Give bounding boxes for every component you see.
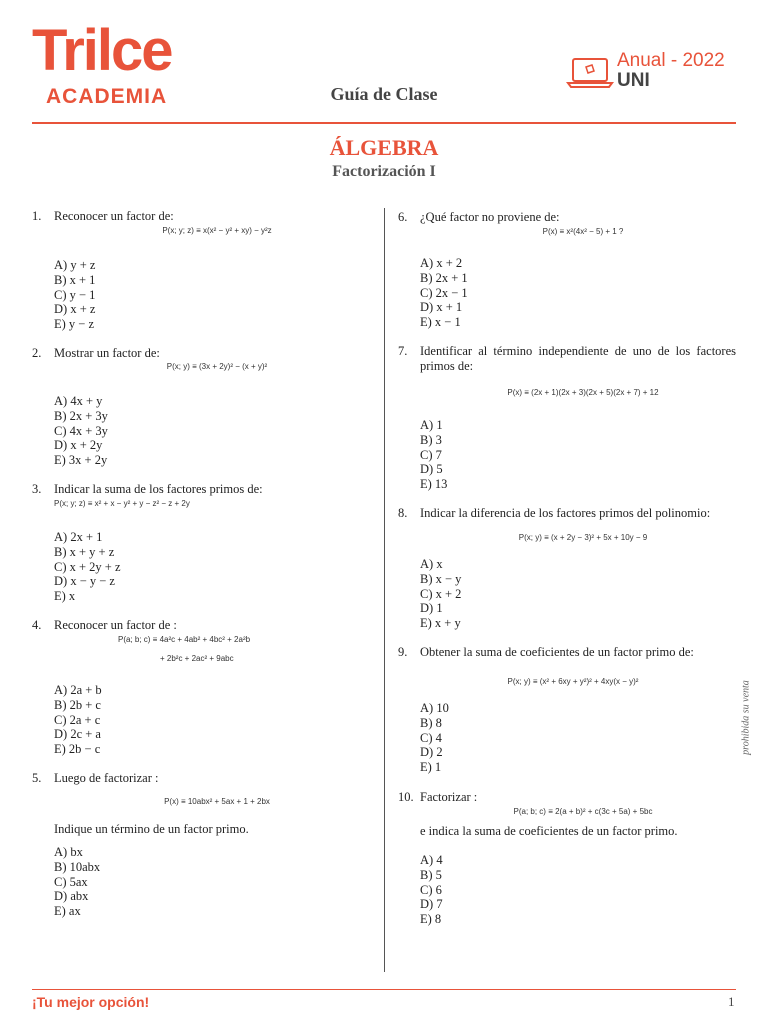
options-list: [54, 394, 108, 468]
question-number: 8.: [398, 506, 408, 520]
program-label: UNI: [617, 70, 650, 91]
question-number: 10.: [398, 790, 414, 804]
question-10: [398, 790, 736, 930]
question-formula: P(x; y; z) ≡ x² + x − y² + y − z² − z + 2y: [54, 499, 190, 508]
question-1: [32, 209, 362, 337]
options-list: [420, 418, 447, 492]
options-list: [420, 557, 461, 631]
option-c[interactable]: C) 6: [420, 882, 442, 897]
option-a[interactable]: A) x + 2: [420, 256, 463, 270]
option-c[interactable]: C) 4: [420, 730, 442, 745]
question-stem: Reconocer un factor de :: [54, 618, 177, 632]
question-stem: Mostrar un factor de:: [54, 346, 160, 360]
option-c[interactable]: C) 2a + c: [54, 712, 101, 727]
option-c[interactable]: C) y − 1: [54, 287, 96, 302]
option-d[interactable]: D) 7: [420, 897, 443, 912]
question-number: 9.: [398, 645, 408, 659]
option-c[interactable]: C) 2x − 1: [420, 285, 468, 300]
options-list: [420, 853, 443, 927]
question-formula: P(x; y; z) ≡ x(x² − y² + xy) − y²z: [162, 226, 272, 235]
academia-label: ACADEMIA: [46, 85, 168, 108]
option-b[interactable]: B) 2b + c: [54, 697, 101, 712]
options-list: [54, 845, 100, 919]
question-instruction: Indique un término de un factor primo.: [54, 822, 249, 836]
option-e[interactable]: E) y − z: [54, 317, 95, 332]
options-list: [420, 256, 468, 330]
option-a[interactable]: A) 1: [420, 418, 443, 432]
year-label: Anual - 2022: [617, 50, 725, 71]
question-number: 3.: [32, 482, 42, 496]
option-a[interactable]: A) 10: [420, 701, 449, 715]
option-c[interactable]: C) 5ax: [54, 874, 88, 889]
question-formula: P(x; y) ≡ (x + 2y − 3)² + 5x + 10y − 9: [518, 533, 648, 542]
question-2: [32, 346, 362, 474]
option-a[interactable]: A) x: [420, 557, 443, 571]
question-8: [398, 506, 736, 634]
question-formula-line-2: + 2b²c + 2ac² + 9abc: [160, 654, 234, 663]
question-stem: Reconocer un factor de:: [54, 209, 174, 223]
option-d[interactable]: D) 2: [420, 745, 443, 760]
option-d[interactable]: D) x + 1: [420, 300, 463, 315]
laptop-icon: [566, 56, 614, 90]
option-b[interactable]: B) 3: [420, 432, 442, 447]
subject-title: ÁLGEBRA: [329, 135, 439, 160]
question-number: 5.: [32, 771, 42, 785]
option-e[interactable]: E) 1: [420, 760, 442, 775]
option-b[interactable]: B) 10abx: [54, 859, 101, 874]
option-d[interactable]: D) x + 2y: [54, 438, 103, 453]
question-9: [398, 645, 708, 775]
option-a[interactable]: A) 2a + b: [54, 683, 102, 697]
question-number: 2.: [32, 346, 42, 360]
option-c[interactable]: C) x + 2y + z: [54, 559, 121, 574]
option-e[interactable]: E) 3x + 2y: [54, 453, 108, 468]
options-list: [420, 701, 449, 775]
question-formula: P(x) ≡ (2x + 1)(2x + 3)(2x + 5)(2x + 7) + 12: [507, 388, 659, 397]
question-formula: P(a; b; c) ≡ 4a²c + 4ab² + 4bc² + 2a²b: [118, 635, 251, 644]
guide-title: Guía de Clase: [330, 84, 438, 104]
option-e[interactable]: E) 8: [420, 912, 442, 927]
option-e[interactable]: E) x: [54, 589, 76, 604]
topic-title: Factorización I: [332, 163, 436, 180]
option-c[interactable]: C) x + 2: [420, 586, 462, 601]
question-stem: Identificar al término independiente de uno de los factores primos de:: [420, 344, 736, 373]
option-e[interactable]: E) ax: [54, 904, 81, 919]
question-instruction: e indica la suma de coeficientes de un factor primo.: [420, 824, 678, 838]
option-b[interactable]: B) x + 1: [54, 272, 96, 287]
question-stem: Factorizar :: [420, 790, 478, 804]
question-3: [32, 482, 362, 610]
options-list: [54, 530, 121, 604]
option-e[interactable]: E) x + y: [420, 616, 461, 631]
question-stem: Indicar la suma de los factores primos de:: [54, 482, 263, 496]
option-a[interactable]: A) 4: [420, 853, 443, 867]
option-b[interactable]: B) 2x + 3y: [54, 408, 108, 423]
option-a[interactable]: A) 4x + y: [54, 394, 103, 408]
question-stem: ¿Qué factor no proviene de:: [420, 210, 560, 224]
question-number: 4.: [32, 618, 42, 632]
footer-divider: [32, 989, 736, 990]
option-c[interactable]: C) 7: [420, 447, 442, 462]
side-note: prohibida su venta: [740, 680, 752, 755]
option-d[interactable]: D) abx: [54, 889, 89, 904]
option-b[interactable]: B) 5: [420, 867, 442, 882]
question-formula: P(x; y) ≡ (x² + 6xy + y²)² + 4xy(x − y)²: [507, 677, 639, 686]
option-d[interactable]: D) 2c + a: [54, 727, 101, 742]
option-b[interactable]: B) x − y: [420, 571, 462, 586]
question-stem: Luego de factorizar :: [54, 771, 159, 785]
question-5: [32, 771, 362, 921]
option-a[interactable]: A) bx: [54, 845, 83, 859]
page-number: 1: [728, 994, 735, 1009]
trilce-logo: Trilce: [32, 18, 172, 83]
question-number: 7.: [398, 344, 408, 358]
question-7: [398, 344, 736, 494]
option-e[interactable]: E) 13: [420, 477, 448, 492]
footer-slogan: ¡Tu mejor opción!: [32, 994, 150, 1010]
question-number: 1.: [32, 209, 42, 223]
option-e[interactable]: E) 2b − c: [54, 742, 101, 757]
option-a[interactable]: A) 2x + 1: [54, 530, 103, 544]
header-divider: [32, 122, 736, 124]
option-b[interactable]: B) 2x + 1: [420, 270, 468, 285]
option-d[interactable]: D) 1: [420, 601, 443, 616]
question-4: [32, 618, 362, 758]
question-stem: Obtener la suma de coeficientes de un factor primo de:: [420, 645, 694, 659]
option-d[interactable]: D) 5: [420, 462, 443, 477]
option-b[interactable]: B) x + y + z: [54, 544, 115, 559]
option-d[interactable]: D) x + z: [54, 302, 96, 317]
question-formula: P(x) ≡ 10abx² + 5ax + 1 + 2bx: [164, 797, 270, 806]
question-formula: P(x) ≡ x²(4x² − 5) + 1 ?: [542, 227, 624, 236]
question-6: [398, 210, 736, 334]
question-number: 6.: [398, 210, 408, 224]
question-stem: Indicar la diferencia de los factores primos del polinomio:: [420, 506, 711, 520]
option-d[interactable]: D) x − y − z: [54, 574, 115, 589]
question-formula: P(a; b; c) ≡ 2(a + b)² + c(3c + 5a) + 5bc: [513, 807, 653, 816]
option-c[interactable]: C) 4x + 3y: [54, 423, 108, 438]
column-divider: [384, 208, 385, 972]
option-e[interactable]: E) x − 1: [420, 315, 461, 330]
options-list: [54, 683, 102, 757]
option-a[interactable]: A) y + z: [54, 258, 96, 272]
option-b[interactable]: B) 8: [420, 715, 442, 730]
options-list: [54, 258, 95, 332]
question-formula: P(x; y) ≡ (3x + 2y)² − (x + y)²: [166, 362, 268, 371]
